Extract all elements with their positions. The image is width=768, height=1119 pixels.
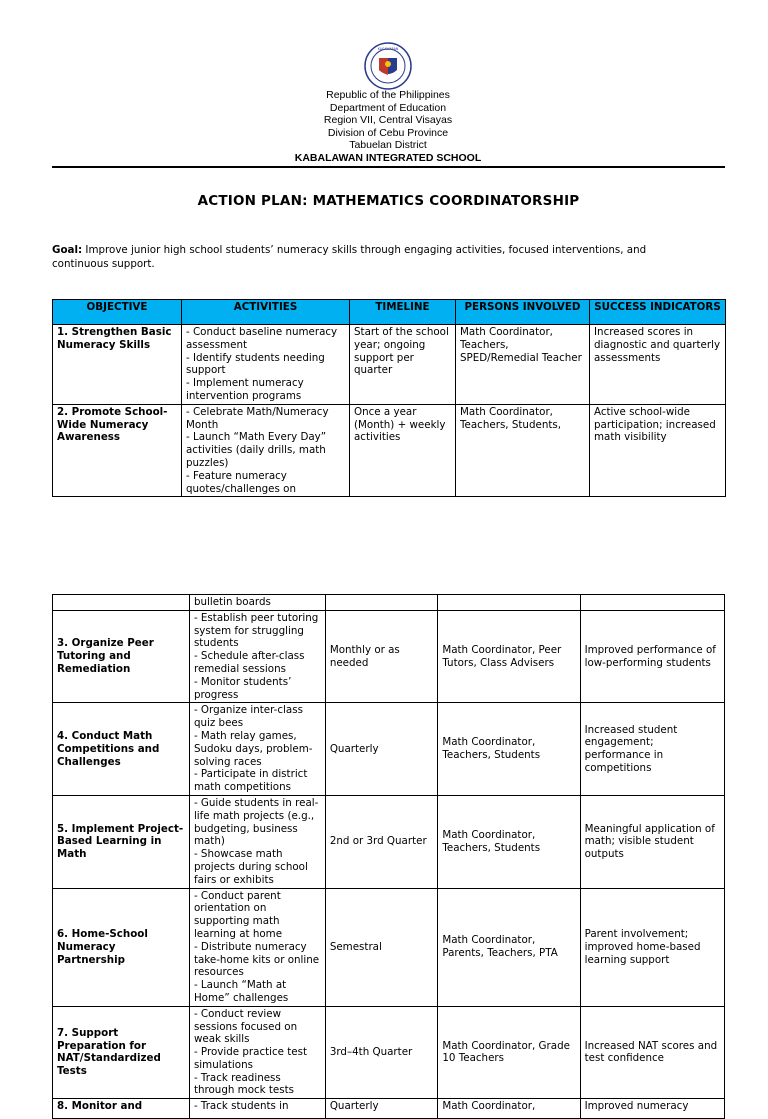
objective-cell: 6. Home-School Numeracy Partnership	[53, 888, 190, 1006]
persons-cell: Math Coordinator, Teachers, Students,	[456, 404, 590, 497]
indicators-cell: Improved performance of low-performing students	[580, 610, 724, 703]
table-row	[53, 888, 725, 1006]
header-persons: PERSONS INVOLVED	[456, 300, 590, 325]
letterhead-line: Division of Cebu Province	[327, 126, 449, 139]
indicators-cell	[580, 595, 724, 611]
objective-cell: 8. Monitor and	[53, 1099, 190, 1119]
svg-text:KAGAWARAN: KAGAWARAN	[377, 47, 399, 51]
persons-cell: Math Coordinator, Teachers, Students	[438, 795, 580, 888]
table-row	[53, 404, 726, 497]
activities-cell: - Celebrate Math/Numeracy Month - Launch “Math Every Day” activities (daily drills, math puzzles) - Feature numeracy quotes/challenges on	[182, 404, 350, 497]
persons-cell: Math Coordinator,	[438, 1099, 580, 1119]
indicators-cell: Improved numeracy	[580, 1099, 724, 1119]
deped-seal-logo	[364, 42, 412, 90]
header-indicators: SUCCESS INDICATORS	[590, 300, 726, 325]
header-activities: ACTIVITIES	[182, 300, 350, 325]
persons-cell: Math Coordinator, Teachers, SPED/Remedial Teacher	[456, 325, 590, 405]
header-divider	[52, 166, 725, 168]
persons-cell: Math Coordinator, Peer Tutors, Class Advisers	[438, 610, 580, 703]
indicators-cell: Increased scores in diagnostic and quarterly assessments	[590, 325, 726, 405]
objective-cell: 2. Promote School-Wide Numeracy Awareness	[53, 404, 182, 497]
activities-cell: - Track students in	[189, 1099, 325, 1119]
letterhead	[0, 89, 768, 165]
table-row	[53, 795, 725, 888]
goal-text: Improve junior high school students’ numeracy skills through engaging activities, focused interventions, and continuous support.	[52, 244, 647, 270]
school-name: KABALAWAN INTEGRATED SCHOOL	[294, 151, 482, 164]
goal-statement	[52, 243, 702, 271]
indicators-cell: Increased NAT scores and test confidence	[580, 1006, 724, 1099]
letterhead-line: Region VII, Central Visayas	[323, 114, 453, 127]
timeline-cell: Quarterly	[325, 703, 438, 796]
activities-cell: - Organize inter-class quiz bees - Math relay games, Sudoku days, problem-solving races - Participate in district math competitions	[189, 703, 325, 796]
persons-cell: Math Coordinator, Teachers, Students	[438, 703, 580, 796]
indicators-cell: Parent involvement; improved home-based learning support	[580, 888, 724, 1006]
timeline-cell: Monthly or as needed	[325, 610, 438, 703]
objective-cell: 7. Support Preparation for NAT/Standardized Tests	[53, 1006, 190, 1099]
table-row	[53, 1099, 725, 1119]
timeline-cell: 3rd–4th Quarter	[325, 1006, 438, 1099]
timeline-cell: Once a year (Month) + weekly activities	[350, 404, 456, 497]
indicators-cell: Increased student engagement; performance in competitions	[580, 703, 724, 796]
persons-cell	[438, 595, 580, 611]
table-row	[53, 703, 725, 796]
timeline-cell: Semestral	[325, 888, 438, 1006]
timeline-cell	[325, 595, 438, 611]
indicators-cell: Meaningful application of math; visible student outputs	[580, 795, 724, 888]
persons-cell: Math Coordinator, Grade 10 Teachers	[438, 1006, 580, 1099]
indicators-cell: Active school-wide participation; increased math visibility	[590, 404, 726, 497]
activities-cell: - Conduct baseline numeracy assessment - Identify students needing support - Implement numeracy intervention programs	[182, 325, 350, 405]
table-header-row	[53, 300, 726, 325]
activities-cell: - Establish peer tutoring system for struggling students - Schedule after-class remedial sessions - Monitor students’ progress	[189, 610, 325, 703]
activities-cell: - Conduct review sessions focused on weak skills - Provide practice test simulations - Track readiness through mock tests	[189, 1006, 325, 1099]
objective-cell: 3. Organize Peer Tutoring and Remediation	[53, 610, 190, 703]
activities-cell: - Conduct parent orientation on supporting math learning at home - Distribute numeracy take-home kits or online resources - Launch “Math at Home” challenges	[189, 888, 325, 1006]
letterhead-line: Republic of the Philippines	[326, 89, 450, 101]
header-objective: OBJECTIVE	[53, 300, 182, 325]
objective-cell	[53, 595, 190, 611]
objective-cell: 5. Implement Project-Based Learning in Math	[53, 795, 190, 888]
letterhead-line: Department of Education	[329, 101, 447, 114]
objective-cell: 1. Strengthen Basic Numeracy Skills	[53, 325, 182, 405]
action-plan-table-part1	[52, 299, 726, 497]
objective-cell: 4. Conduct Math Competitions and Challenges	[53, 703, 190, 796]
activities-cell: - Guide students in real-life math projects (e.g., budgeting, business math) - Showcase math projects during school fairs or exhibits	[189, 795, 325, 888]
document-title: ACTION PLAN: MATHEMATICS COORDINATORSHIP	[197, 193, 580, 209]
persons-cell: Math Coordinator, Parents, Teachers, PTA	[438, 888, 580, 1006]
action-plan-table-part2	[52, 594, 725, 1119]
timeline-cell: Start of the school year; ongoing support per quarter	[350, 325, 456, 405]
header-timeline: TIMELINE	[350, 300, 456, 325]
table-row	[53, 325, 726, 405]
table-row-continuation	[53, 595, 725, 611]
timeline-cell: 2nd or 3rd Quarter	[325, 795, 438, 888]
goal-label: Goal:	[52, 244, 83, 256]
table-row	[53, 1006, 725, 1099]
timeline-cell: Quarterly	[325, 1099, 438, 1119]
table-row	[53, 610, 725, 703]
letterhead-line: Tabuelan District	[349, 139, 427, 152]
activities-cell: bulletin boards	[189, 595, 325, 611]
